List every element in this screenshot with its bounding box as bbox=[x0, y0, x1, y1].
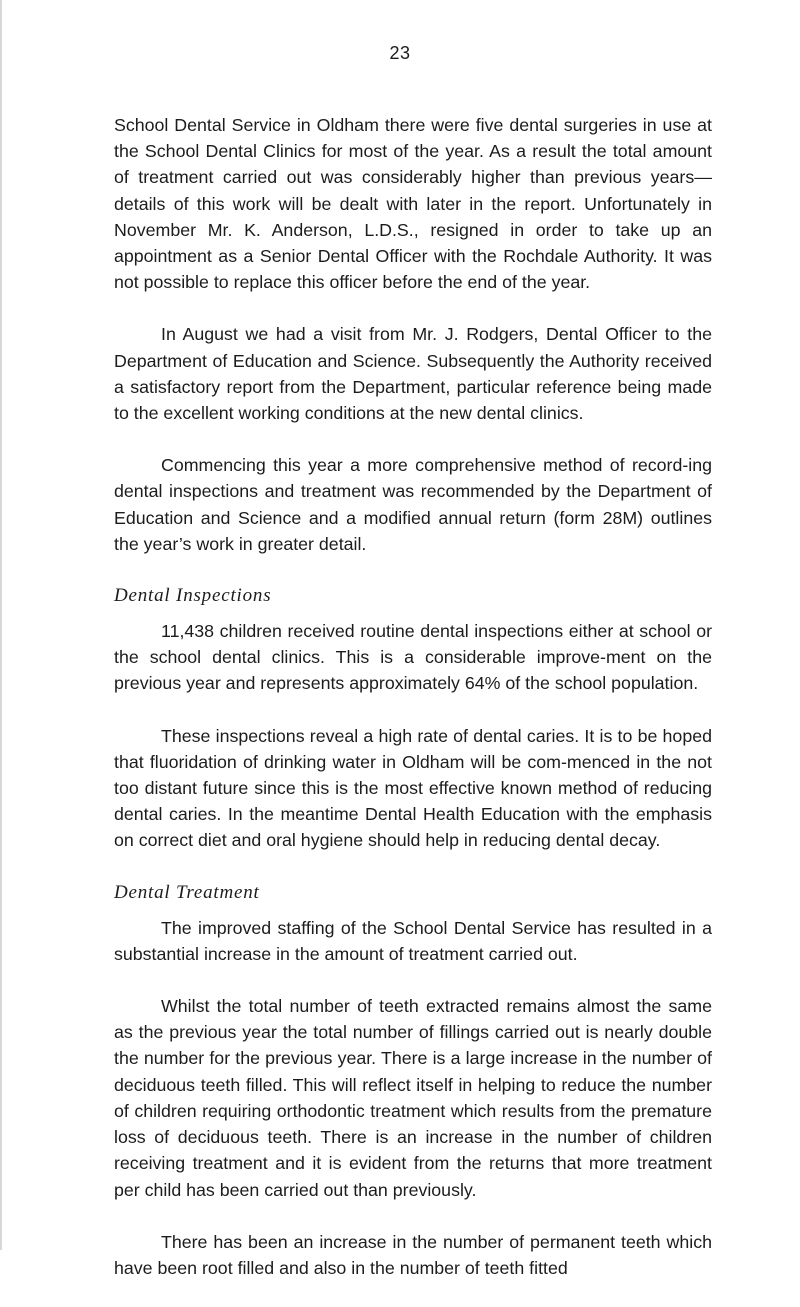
paragraph-root-filled: There has been an increase in the number of permanent teeth which have been root filled and also in the number of teeth fitted bbox=[114, 1231, 712, 1278]
paragraph-caries: These inspections reveal a high rate of dental caries. It is to be hoped that fluoridation of drinking water in Oldham will be com-menced in the not too distant future since this is the most effective known method of reducing dental caries. In the meantime Dental Health Education with the emphasis on correct diet and oral hygiene should help in reducing dental decay. bbox=[114, 725, 712, 851]
page-edge-shadow bbox=[0, 0, 2, 1250]
paragraph-inspections-count: 11,438 children received routine dental inspections either at school or the school dental clinics. This is a considerable improve-ment on the previous year and represents approximately 64% of the school population. bbox=[114, 621, 712, 694]
body-text bbox=[114, 112, 712, 1307]
page-number: 23 bbox=[389, 43, 411, 63]
heading-dental-inspections: Dental Inspections bbox=[114, 585, 272, 607]
heading-dental-treatment: Dental Treatment bbox=[114, 881, 260, 903]
paragraph-visit: In August we had a visit from Mr. J. Rodgers, Dental Officer to the Department of Education and Science. Subsequently the Authority received a satisfactory report from the Department, particular reference being made to the excellent working conditions at the new dental clinics. bbox=[114, 324, 712, 424]
paragraph-staffing: The improved staffing of the School Dental Service has resulted in a substantial increase in the amount of treatment carried out. bbox=[114, 917, 712, 964]
paragraph-record-method: Commencing this year a more comprehensive method of record-ing dental inspections and treatment was recommended by the Department of Education and Science and a modified annual return (form 28M) outlines the year’s work in greater detail. bbox=[114, 455, 712, 554]
paragraph-fillings: Whilst the total number of teeth extracted remains almost the same as the previous year the total number of fillings carried out is nearly double the number for the previous year. There is a large increase in the number of deciduous teeth filled. This will reflect itself in helping to reduce the number of children requiring orthodontic treatment which results from the premature loss of deciduous teeth. There is an increase in the number of children receiving treatment and it is evident from the returns that more treatment per child has been carried out than previously. bbox=[114, 996, 712, 1200]
paragraph-dental-service: School Dental Service in Oldham there were five dental surgeries in use at the School Dental Clinics for most of the year. As a result the total amount of treatment carried out was considerably higher than previous years—details of this work will be dealt with later in the report. Unfortunately in November Mr. K. Anderson, L.D.S., resigned in order to take up an appointment as a Senior Dental Officer with the Rochdale Authority. It was not possible to replace this officer before the end of the year. bbox=[114, 115, 712, 293]
